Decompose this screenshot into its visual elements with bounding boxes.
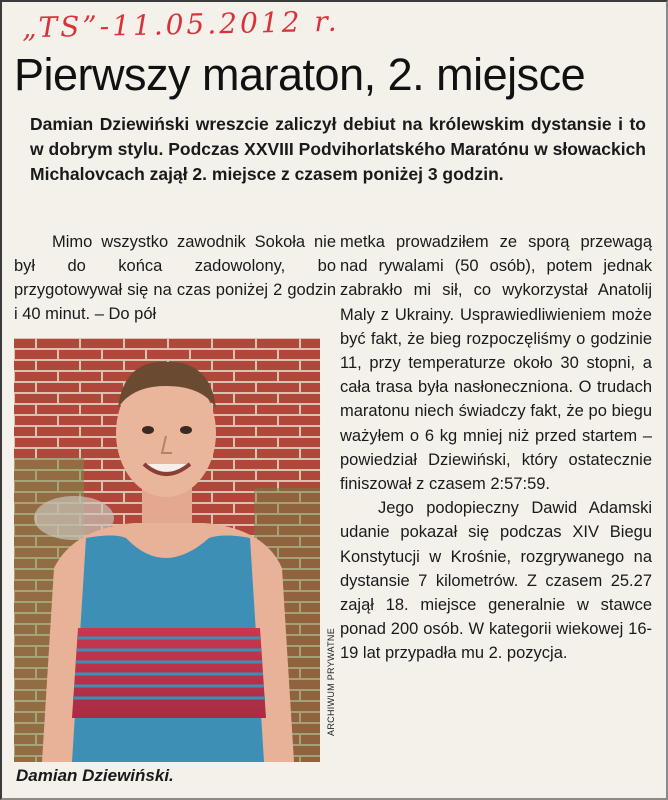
athlete-portrait-illustration (14, 338, 320, 762)
photo-caption: Damian Dziewiński. (16, 766, 174, 785)
right-column-paragraph-1: metka prowadziłem ze sporą przewagą nad rywalami (50 osób), potem jednak zabrakło mi sił, co wykorzystał Anatolij Maly z Ukrainy. Usprawiedliwieniem może być fakt, że bieg rozpoczęliśmy o godzinie 11, przy temperaturze około 30 stopni, a cała trasa była nasłoneczniona. O trudach maratonu niech świadczy fakt, że po biegu ważyłem o 6 kg mniej niż przed startem – powiedział Dziewiński, który ostatecznie finiszował z czasem 2:57:59. (340, 233, 652, 494)
left-column-paragraph: Mimo wszystko zawodnik Sokoła nie był do końca zadowolony, bo przygotowywał się na czas poniżej 2 godzin i 40 minut. – Do pół (14, 233, 336, 323)
article-column-left (14, 230, 336, 326)
athlete-photo (14, 338, 320, 762)
article-headline: Pierwszy maraton, 2. miejsce (14, 49, 586, 100)
right-column-paragraph-2: Jego podopieczny Dawid Adamski udanie pokazał się podczas XIV Biegu Konstytucji w Krośnie, rozgrywanego na dystansie 7 kilometrów. Z czasem 25.27 zajął 18. miejsce generalnie w stawce ponad 200 osób. W kategorii wiekowej 16-19 lat przypadła mu 2. pozycja. (340, 499, 652, 663)
handwritten-date-note: „TS”-11.05.2012 r. (21, 4, 340, 45)
photo-credit: ARCHIWUM PRYWATNE (326, 628, 336, 736)
article-lead: Damian Dziewiński wreszcie zaliczył debiut na królewskim dystansie i to w dobrym stylu. Podczas XXVIII Podvihorlatského Maratónu w słowackich Michalovcach zajął 2. miejsce z czasem poniżej 3 godzin. (30, 114, 646, 184)
article-column-right (340, 230, 652, 666)
